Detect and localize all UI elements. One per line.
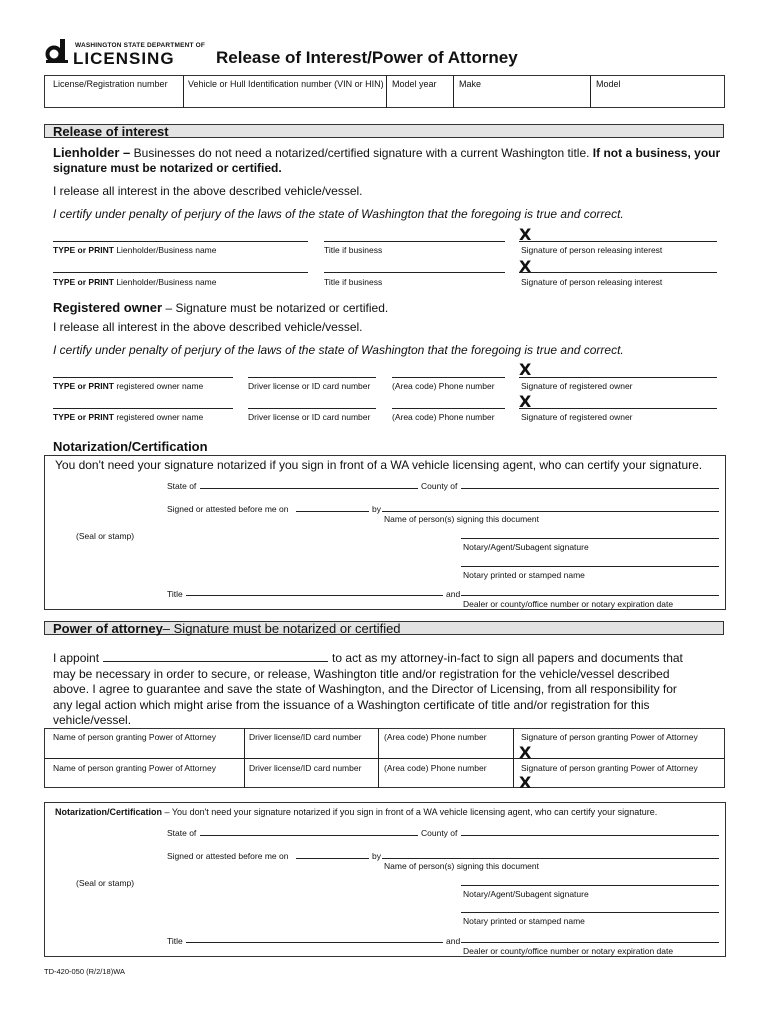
seal-label-2: (Seal or stamp) [76, 878, 135, 888]
and-label-2: and [446, 936, 461, 946]
names-signing-label-1: Name of person(s) signing this document [384, 514, 539, 524]
seal-label-1: (Seal or stamp) [76, 531, 135, 541]
lien-title-line-1[interactable] [324, 241, 505, 242]
notary-sig-line-1[interactable] [461, 538, 719, 539]
notary-printed-label-1: Notary printed or stamped name [463, 570, 585, 580]
state-of-label-1: State of [167, 481, 197, 491]
notary-sig-line-2[interactable] [461, 885, 719, 886]
signed-before-label-1: Signed or attested before me on [167, 504, 289, 514]
dealer-label-2: Dealer or county/office number or notary expiration date [463, 946, 674, 956]
owner-dl-line-1[interactable] [248, 377, 376, 378]
sig-x-1: X [519, 225, 532, 244]
lien-title-label-2: Title if business [324, 277, 383, 287]
lienholder-bold-b: signature must be notarized or certified. [53, 161, 282, 175]
owner-phone-label-2: (Area code) Phone number [392, 412, 495, 422]
grant-sig-x-2: X [519, 773, 532, 792]
lien-sig-label-2: Signature of person releasing interest [521, 277, 663, 287]
notary-box-1 [44, 455, 726, 610]
release-statement: I release all interest in the above described vehicle/vessel. [53, 184, 363, 198]
sig-x-2: X [519, 257, 532, 276]
owner-release-statement: I release all interest in the above described vehicle/vessel. [53, 320, 363, 334]
dealer-label-1: Dealer or county/office number or notary expiration date [463, 599, 674, 609]
owner-sig-x-2: X [519, 392, 532, 411]
signed-date-line-2[interactable] [296, 858, 369, 859]
col-license[interactable]: License/Registration number [53, 79, 168, 89]
names-line-2[interactable] [382, 858, 719, 859]
notary-printed-line-1[interactable] [461, 566, 719, 567]
notary-box-2 [44, 802, 726, 957]
grant-name-label-2[interactable]: Name of person granting Power of Attorney [53, 763, 217, 773]
owner-name-label-2: TYPE or PRINT registered owner name [53, 412, 204, 422]
owner-phone-label-1: (Area code) Phone number [392, 381, 495, 391]
grant-phone-label-2[interactable]: (Area code) Phone number [384, 763, 487, 773]
and-label-1: and [446, 589, 461, 599]
title-label-1: Title [167, 589, 183, 599]
dol-logo [44, 38, 70, 64]
lien-name-label-1: TYPE or PRINT Lienholder/Business name [53, 245, 217, 255]
owner-sig-label-2: Signature of registered owner [521, 412, 633, 422]
county-of-line-2[interactable] [461, 835, 719, 836]
release-section-bar: Release of interest [44, 124, 724, 138]
notary-intro-1: You don't need your signature notarized if you sign in front of a WA vehicle licensing agent, who can certify your signature. [55, 458, 703, 472]
owner-phone-line-2[interactable] [392, 408, 505, 409]
owner-name-line-2[interactable] [53, 408, 233, 409]
col-model-year[interactable]: Model year [392, 79, 437, 89]
state-of-line-2[interactable] [200, 835, 418, 836]
certify-statement-1: I certify under penalty of perjury of the laws of the state of Washington that the foregoing is true and correct. [53, 207, 624, 221]
form-number: TD-420-050 (R/2/18)WA [44, 967, 125, 976]
lienholder-text: Businesses do not need a notarized/certified signature with a current Washington title. [133, 146, 590, 160]
lienholder-bold-a: If not a business, your [592, 146, 721, 160]
title-line-2[interactable] [186, 942, 443, 943]
signed-before-label-2: Signed or attested before me on [167, 851, 289, 861]
lien-title-line-2[interactable] [324, 272, 505, 273]
grant-dl-label-1[interactable]: Driver license/ID card number [249, 732, 362, 742]
grant-phone-label-1[interactable]: (Area code) Phone number [384, 732, 487, 742]
appoint-line[interactable] [103, 661, 328, 662]
names-signing-label-2: Name of person(s) signing this document [384, 861, 539, 871]
lienholder-para [53, 145, 723, 176]
lien-sig-line-1[interactable] [519, 241, 717, 242]
county-of-label-2: County of [421, 828, 458, 838]
lien-title-label-1: Title if business [324, 245, 383, 255]
notary-sig-label-1: Notary/Agent/Subagent signature [463, 542, 589, 552]
poa-para: I appoint to act as my attorney-in-fact to sign all papers and documents that may be necessary in order to secure, or release, Washington title and/or registration for the vehicle/vessel described above. I agree to guarantee and save the state of Washington, and the Director of Licensing, from all responsibility for any legal action which might arise from the issuance of a Washington certificate of title and/or registration for this vehicle/vessel. [53, 651, 683, 727]
agency-name: WASHINGTON STATE DEPARTMENT OF [75, 42, 206, 49]
owner-sig-line-1[interactable] [519, 377, 717, 378]
owner-heading-line [53, 300, 388, 315]
owner-sig-line-2[interactable] [519, 408, 717, 409]
owner-dl-line-2[interactable] [248, 408, 376, 409]
lien-sig-label-1: Signature of person releasing interest [521, 245, 663, 255]
state-of-label-2: State of [167, 828, 197, 838]
notary-printed-line-2[interactable] [461, 912, 719, 913]
owner-name-line-1[interactable] [53, 377, 233, 378]
dealer-line-1[interactable] [461, 595, 719, 596]
owner-name-label-1: TYPE or PRINT registered owner name [53, 381, 204, 391]
lien-name-line-2[interactable] [53, 272, 308, 273]
owner-heading-rest: – Signature must be notarized or certified. [165, 301, 389, 315]
by-label-1: by [372, 504, 381, 514]
col-model[interactable]: Model [596, 79, 621, 89]
certify-statement-2: I certify under penalty of perjury of the laws of the state of Washington that the foregoing is true and correct. [53, 343, 624, 357]
names-line-1[interactable] [382, 511, 719, 512]
title-line-1[interactable] [186, 595, 443, 596]
appoint-label: I appoint [53, 651, 100, 665]
poa-section-bar: Power of attorney– Signature must be notarized or certified [44, 621, 724, 635]
notary-heading-1: Notarization/Certification [53, 439, 208, 454]
lien-sig-line-2[interactable] [519, 272, 717, 273]
notary-heading-2: Notarization/Certification [55, 807, 163, 817]
dealer-line-2[interactable] [461, 942, 719, 943]
signed-date-line-1[interactable] [296, 511, 369, 512]
owner-dl-label-1: Driver license or ID card number [248, 381, 371, 391]
grant-sig-x-1: X [519, 743, 532, 762]
lienholder-heading: Lienholder – [53, 145, 131, 160]
county-of-label-1: County of [421, 481, 458, 491]
owner-heading: Registered owner [53, 300, 163, 315]
state-of-line-1[interactable] [200, 488, 418, 489]
grant-sig-label-2[interactable]: Signature of person granting Power of Attorney [521, 763, 698, 773]
grant-sig-label-1[interactable]: Signature of person granting Power of Attorney [521, 732, 698, 742]
col-make[interactable]: Make [459, 79, 482, 89]
col-vin[interactable]: Vehicle or Hull Identification number (VIN or HIN) [188, 79, 384, 89]
notary-printed-label-2: Notary printed or stamped name [463, 916, 585, 926]
by-label-2: by [372, 851, 381, 861]
dol-logo-mark-icon [44, 38, 70, 64]
page-title: Release of Interest/Power of Attorney [216, 48, 518, 67]
county-of-line-1[interactable] [461, 488, 719, 489]
owner-sig-x-1: X [519, 360, 532, 379]
owner-phone-line-1[interactable] [392, 377, 505, 378]
grant-name-label-1[interactable]: Name of person granting Power of Attorney [53, 732, 217, 742]
owner-sig-label-1: Signature of registered owner [521, 381, 633, 391]
logo-word: LICENSING [73, 49, 175, 68]
owner-dl-label-2: Driver license or ID card number [248, 412, 371, 422]
notary-sig-label-2: Notary/Agent/Subagent signature [463, 889, 589, 899]
grant-dl-label-2[interactable]: Driver license/ID card number [249, 763, 362, 773]
lien-name-line-1[interactable] [53, 241, 308, 242]
lien-name-label-2: TYPE or PRINT Lienholder/Business name [53, 277, 217, 287]
notary-intro-2: Notarization/Certification – You don't need your signature notarized if you sign in front of a WA vehicle licensing agent, who can certify your signature. [55, 807, 658, 817]
title-label-2: Title [167, 936, 183, 946]
